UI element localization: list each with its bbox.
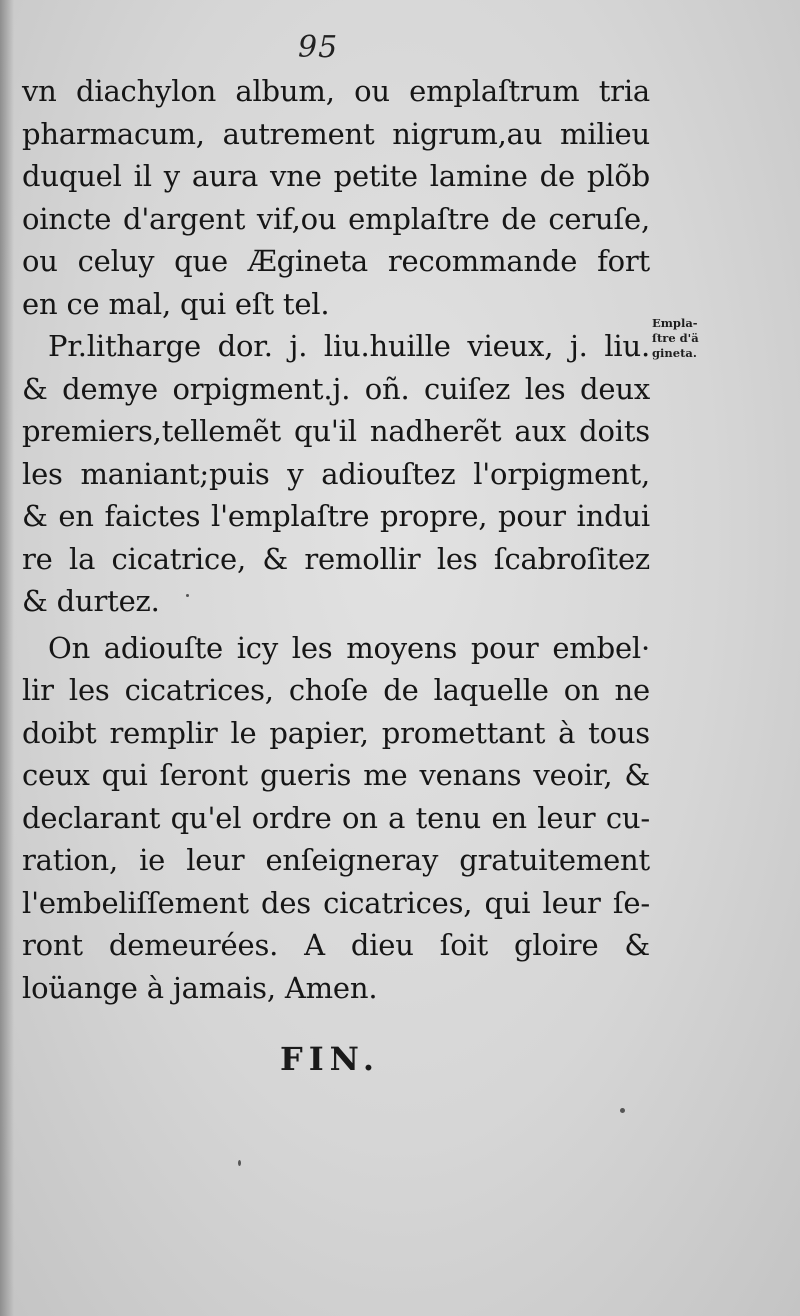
text-line: re la cicatrice, & remollir les ſcabroſitez (22, 541, 650, 576)
text-line: & durtez. (22, 584, 160, 618)
fin-heading: FIN. (279, 1040, 381, 1078)
margin-note-line: ſtre d'ä (652, 331, 699, 345)
paper-speck (620, 1108, 625, 1113)
text-line: vn diachylon album, ou emplaſtrum tria (22, 74, 650, 108)
text-line: l'embeliſſement des cicatrices, qui leur ſe- (22, 885, 650, 920)
paper-speck (186, 594, 189, 597)
paragraph-3 (22, 627, 650, 1010)
text-line: lir les cicatrices, choſe de laquelle on ne (22, 673, 650, 707)
text-line: & en faictes l'emplaſtre propre, pour indui (22, 499, 650, 533)
margin-note-line: gineta. (652, 346, 697, 360)
text-line: loüange à jamais, Amen. (22, 970, 378, 1005)
text-line: & demye orpigment.j. oñ. cuiſez les deux (22, 371, 650, 406)
text-line: ration, ie leur enſeigneray gratuitement (22, 843, 650, 877)
text-line: oincte d'argent vif,ou emplaſtre de ceruſe, (22, 201, 650, 236)
margin-note (652, 316, 712, 361)
page-gutter-shadow (0, 0, 14, 1316)
text-line: ceux qui ſeront gueris me venans veoir, & (22, 758, 650, 792)
body-text (22, 70, 650, 1009)
margin-note-line: Empla- (652, 316, 698, 330)
text-line: ront demeurées. A dieu ſoit gloire & (22, 928, 650, 962)
paragraph-2 (22, 325, 650, 623)
text-line: duquel il y aura vne petite lamine de plõb (22, 159, 650, 193)
text-line: en ce mal, qui eſt tel. (22, 286, 330, 321)
paper-speck (238, 1160, 241, 1166)
text-line: pharmacum, autrement nigrum,au milieu (22, 116, 650, 151)
text-line: les maniant;puis y adiouſtez l'orpigment, (22, 456, 650, 491)
text-line: declarant qu'el ordre on a tenu en leur cu- (22, 800, 650, 835)
text-line: On adiouſte icy les moyens pour embel· (48, 630, 650, 665)
text-line: ou celuy que Ægineta recommande fort (22, 244, 650, 278)
text-line: premiers,tellemẽt qu'il nadherẽt aux doits (22, 414, 650, 448)
page-number: 95 (298, 30, 339, 65)
text-line: Pr.litharge dor. j. liu.huille vieux, j. liu. (48, 329, 650, 363)
text-line: doibt remplir le papier, promettant à tous (22, 715, 650, 750)
paragraph-1 (22, 70, 650, 325)
